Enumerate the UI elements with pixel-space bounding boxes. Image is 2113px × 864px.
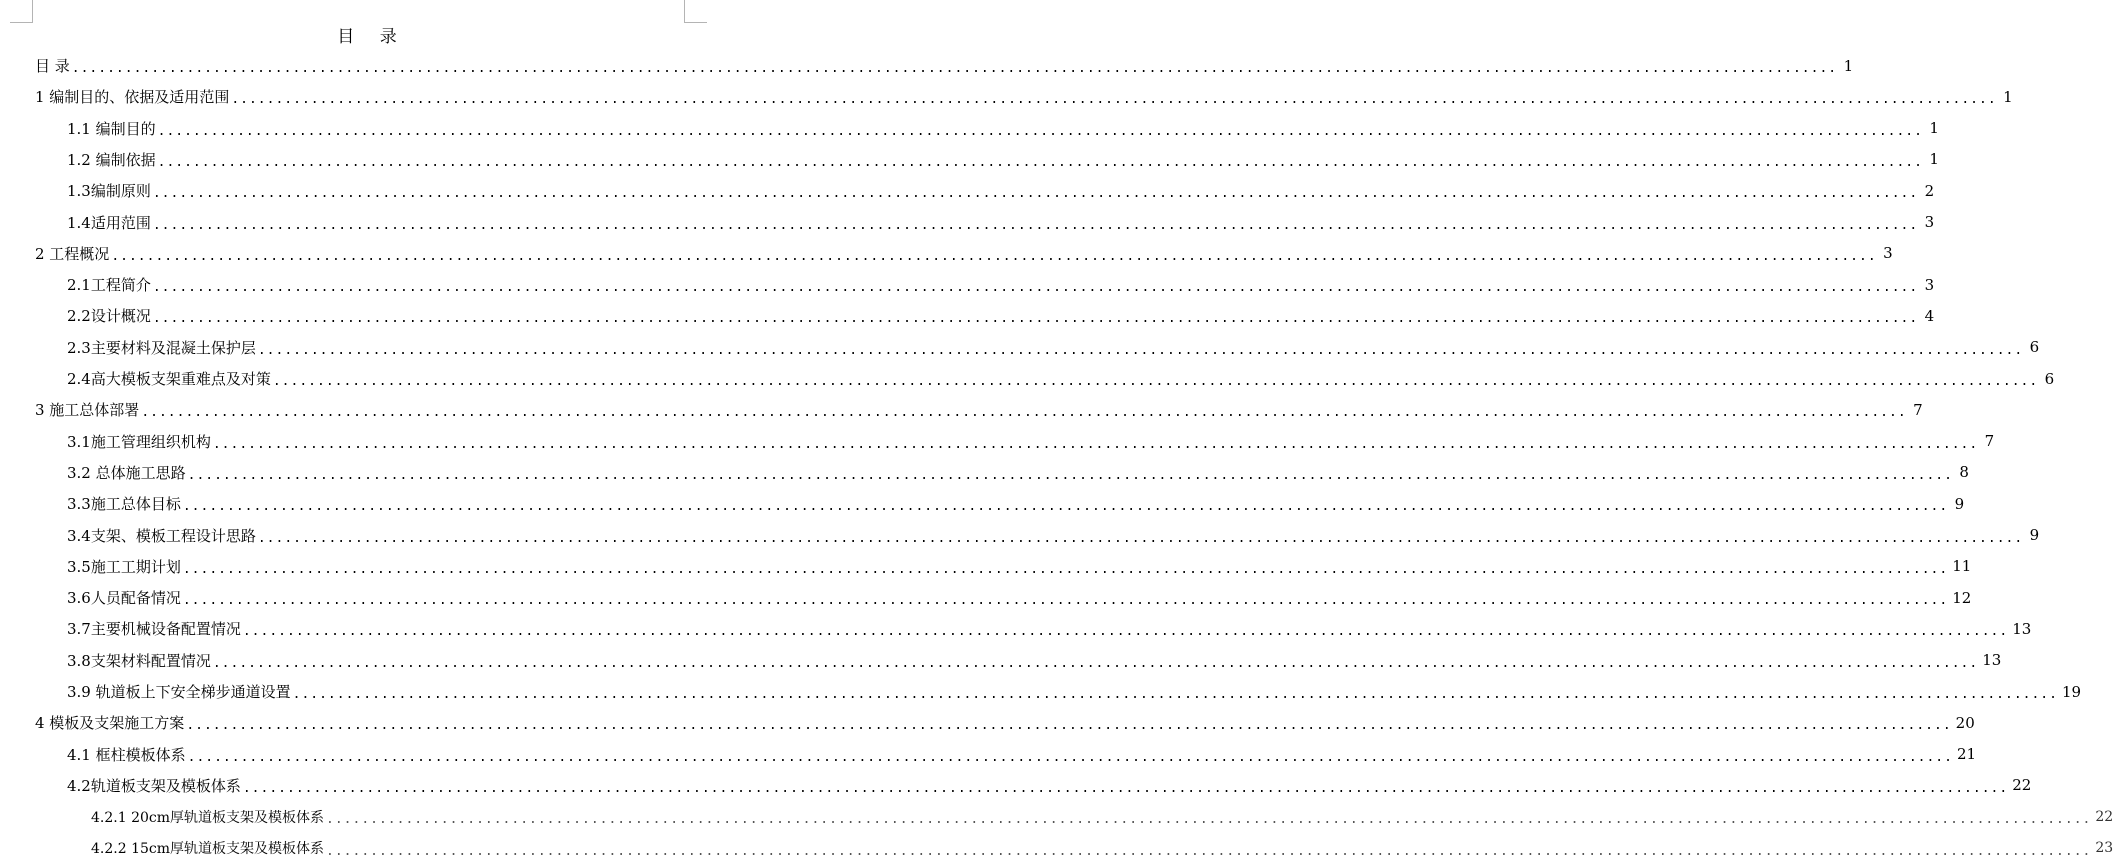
toc-entry-label: 3.2 总体施工思路 bbox=[67, 463, 186, 482]
toc-entry-page-number: 3 bbox=[1883, 244, 1893, 263]
toc-entry[interactable] bbox=[0, 551, 1972, 582]
toc-entry[interactable] bbox=[0, 833, 2113, 864]
toc-entry[interactable] bbox=[0, 113, 1939, 144]
toc-entry-page-number: 3 bbox=[1924, 275, 1935, 294]
toc-entry-page-number: 7 bbox=[1913, 400, 1923, 419]
toc-leader-dots: ........................................................................................................................................................................................................ bbox=[111, 248, 1877, 264]
toc-entry[interactable] bbox=[0, 144, 1939, 175]
toc-entry[interactable] bbox=[0, 269, 1935, 300]
toc-entry-label: 2.3主要材料及混凝土保护层 bbox=[67, 338, 256, 357]
toc-entry-label: 2.1工程简介 bbox=[67, 276, 151, 295]
toc-entry[interactable] bbox=[0, 81, 2013, 112]
toc-entry-label: 4.2.2 15cm厚轨道板支架及模板体系 bbox=[91, 841, 325, 857]
toc-entry[interactable] bbox=[0, 394, 1923, 425]
toc-entry-page-number: 19 bbox=[2061, 682, 2082, 701]
toc-leader-dots: ........................................................................................................................................................................................................ bbox=[242, 624, 2009, 640]
toc-entry-label: 3.4支架、模板工程设计思路 bbox=[67, 526, 256, 545]
toc-entry-label: 4.2轨道板支架及模板体系 bbox=[67, 776, 241, 795]
toc-entry-label: 2.4高大模板支架重难点及对策 bbox=[67, 370, 271, 388]
toc-leader-dots: ........................................................................................................................................................................................................ bbox=[257, 342, 2024, 358]
toc-entry-label: 3.6人员配备情况 bbox=[67, 589, 181, 608]
toc-entry-page-number: 1 bbox=[2003, 87, 2013, 106]
toc-entry[interactable] bbox=[0, 645, 2002, 676]
toc-entry-page-number: 4 bbox=[1924, 306, 1935, 325]
toc-entry-page-number: 1 bbox=[1929, 150, 1939, 169]
toc-entry-label: 3.3施工总体目标 bbox=[67, 495, 181, 514]
toc-entry-label: 3 施工总体部署 bbox=[35, 401, 140, 420]
toc-entry-page-number: 11 bbox=[1952, 557, 1972, 576]
page-corner-mark-right bbox=[684, 0, 707, 23]
toc-entry-label: 3.7主要机械设备配置情况 bbox=[67, 620, 241, 639]
toc-entry-page-number: 1 bbox=[1929, 119, 1939, 138]
toc-entry[interactable] bbox=[0, 676, 2082, 707]
toc-entry-page-number: 9 bbox=[1954, 494, 1965, 513]
toc-leader-dots: ........................................................................................................................................................................................................ bbox=[257, 530, 2024, 546]
toc-entry-page-number: 13 bbox=[2012, 619, 2032, 638]
toc-leader-dots: ........................................................................................................................................................................................................ bbox=[152, 217, 1919, 233]
toc-leader-dots: ........................................................................................................................................................................................................ bbox=[71, 61, 1838, 76]
toc-entry[interactable] bbox=[0, 363, 2055, 394]
toc-entry-page-number: 6 bbox=[2029, 338, 2040, 357]
toc-entry-label: 1.1 编制目的 bbox=[67, 119, 156, 138]
toc-entry-label: 2.2设计概况 bbox=[67, 307, 151, 326]
toc-entry-page-number: 22 bbox=[2012, 776, 2032, 795]
toc-leader-dots: ........................................................................................................................................................................................................ bbox=[292, 687, 2058, 702]
toc-entry-page-number: 3 bbox=[1924, 213, 1935, 231]
toc-entry[interactable] bbox=[0, 582, 1972, 613]
toc-title: 目 录 bbox=[337, 27, 407, 47]
toc-leader-dots: ........................................................................................................................................................................................................ bbox=[182, 593, 1949, 609]
toc-leader-dots: ........................................................................................................................................................................................................ bbox=[326, 812, 2092, 828]
toc-entry[interactable] bbox=[0, 739, 1977, 770]
toc-leader-dots: ........................................................................................................................................................................................................ bbox=[157, 123, 1923, 139]
toc-leader-dots: ........................................................................................................................................................................................................ bbox=[141, 405, 1907, 421]
toc-entry-label: 4.2.1 20cm厚轨道板支架及模板体系 bbox=[91, 809, 325, 826]
toc-entry[interactable] bbox=[0, 300, 1935, 331]
toc-entry-label: 4.1 框柱模板体系 bbox=[67, 745, 186, 764]
toc-leader-dots: ........................................................................................................................................................................................................ bbox=[231, 92, 1997, 108]
toc-entry-page-number: 13 bbox=[1982, 651, 2002, 670]
toc-entry-page-number: 2 bbox=[1924, 181, 1935, 200]
toc-leader-dots: ........................................................................................................................................................................................................ bbox=[212, 436, 1979, 452]
toc-leader-dots: ........................................................................................................................................................................................................ bbox=[182, 499, 1949, 515]
toc-entry[interactable] bbox=[0, 332, 2040, 363]
toc-entry[interactable] bbox=[0, 707, 1975, 738]
toc-leader-dots: ........................................................................................................................................................................................................ bbox=[182, 561, 1949, 577]
toc-entry-page-number: 8 bbox=[1959, 463, 1969, 482]
toc-entry-label: 2 工程概况 bbox=[35, 244, 110, 263]
toc-entry[interactable] bbox=[0, 457, 1969, 488]
toc-leader-dots: ........................................................................................................................................................................................................ bbox=[186, 718, 1952, 734]
toc-leader-dots: ........................................................................................................................................................................................................ bbox=[326, 843, 2092, 859]
page-corner-mark-left bbox=[10, 0, 33, 23]
toc-entry[interactable] bbox=[0, 50, 1854, 81]
toc-entry-label: 1.2 编制依据 bbox=[67, 150, 156, 169]
toc-entry-label: 3.5施工工期计划 bbox=[67, 557, 181, 576]
toc-entry-page-number: 21 bbox=[1956, 745, 1977, 764]
toc-entry-label: 1 编制目的、依据及适用范围 bbox=[35, 88, 230, 107]
toc-entry-page-number: 12 bbox=[1952, 588, 1972, 607]
toc-leader-dots: ........................................................................................................................................................................................................ bbox=[272, 374, 2039, 389]
toc-entry[interactable] bbox=[0, 488, 1965, 519]
toc-entry-page-number: 23 bbox=[2095, 840, 2113, 856]
toc-entry-label: 3.1施工管理组织机构 bbox=[67, 432, 211, 451]
toc-entry[interactable] bbox=[0, 801, 2113, 832]
toc-entry[interactable] bbox=[0, 426, 1995, 457]
toc-entry-label: 1.3编制原则 bbox=[67, 182, 151, 201]
toc-entry-page-number: 22 bbox=[2095, 808, 2113, 825]
toc-leader-dots: ........................................................................................................................................................................................................ bbox=[152, 186, 1919, 202]
toc-entry[interactable] bbox=[0, 770, 2032, 801]
toc-entry-label: 3.9 轨道板上下安全梯步通道设置 bbox=[67, 683, 291, 701]
toc-entry[interactable] bbox=[0, 238, 1893, 269]
toc-leader-dots: ........................................................................................................................................................................................................ bbox=[242, 780, 2009, 796]
toc-leader-dots: ........................................................................................................................................................................................................ bbox=[187, 749, 1953, 765]
toc-entry-label: 1.4适用范围 bbox=[67, 213, 151, 232]
toc-entry-label: 4 模板及支架施工方案 bbox=[35, 714, 185, 733]
toc-entry-page-number: 9 bbox=[2029, 526, 2040, 544]
toc-leader-dots: ........................................................................................................................................................................................................ bbox=[152, 311, 1919, 327]
toc-entry[interactable] bbox=[0, 207, 1935, 238]
toc-entry-page-number: 7 bbox=[1984, 432, 1995, 451]
toc-leader-dots: ........................................................................................................................................................................................................ bbox=[187, 467, 1953, 483]
toc-entry-label: 目 录 bbox=[35, 57, 70, 75]
toc-entry-page-number: 6 bbox=[2044, 369, 2055, 388]
toc-entry-page-number: 20 bbox=[1955, 713, 1975, 732]
toc-entry[interactable] bbox=[0, 520, 2040, 551]
toc-entry-label: 3.8支架材料配置情况 bbox=[67, 651, 211, 670]
toc-leader-dots: ........................................................................................................................................................................................................ bbox=[152, 280, 1919, 296]
toc-entry[interactable] bbox=[0, 175, 1935, 206]
toc-leader-dots: ........................................................................................................................................................................................................ bbox=[157, 154, 1923, 170]
toc-leader-dots: ........................................................................................................................................................................................................ bbox=[212, 655, 1979, 671]
toc-entry[interactable] bbox=[0, 613, 2032, 644]
toc-entry-page-number: 1 bbox=[1843, 56, 1854, 75]
